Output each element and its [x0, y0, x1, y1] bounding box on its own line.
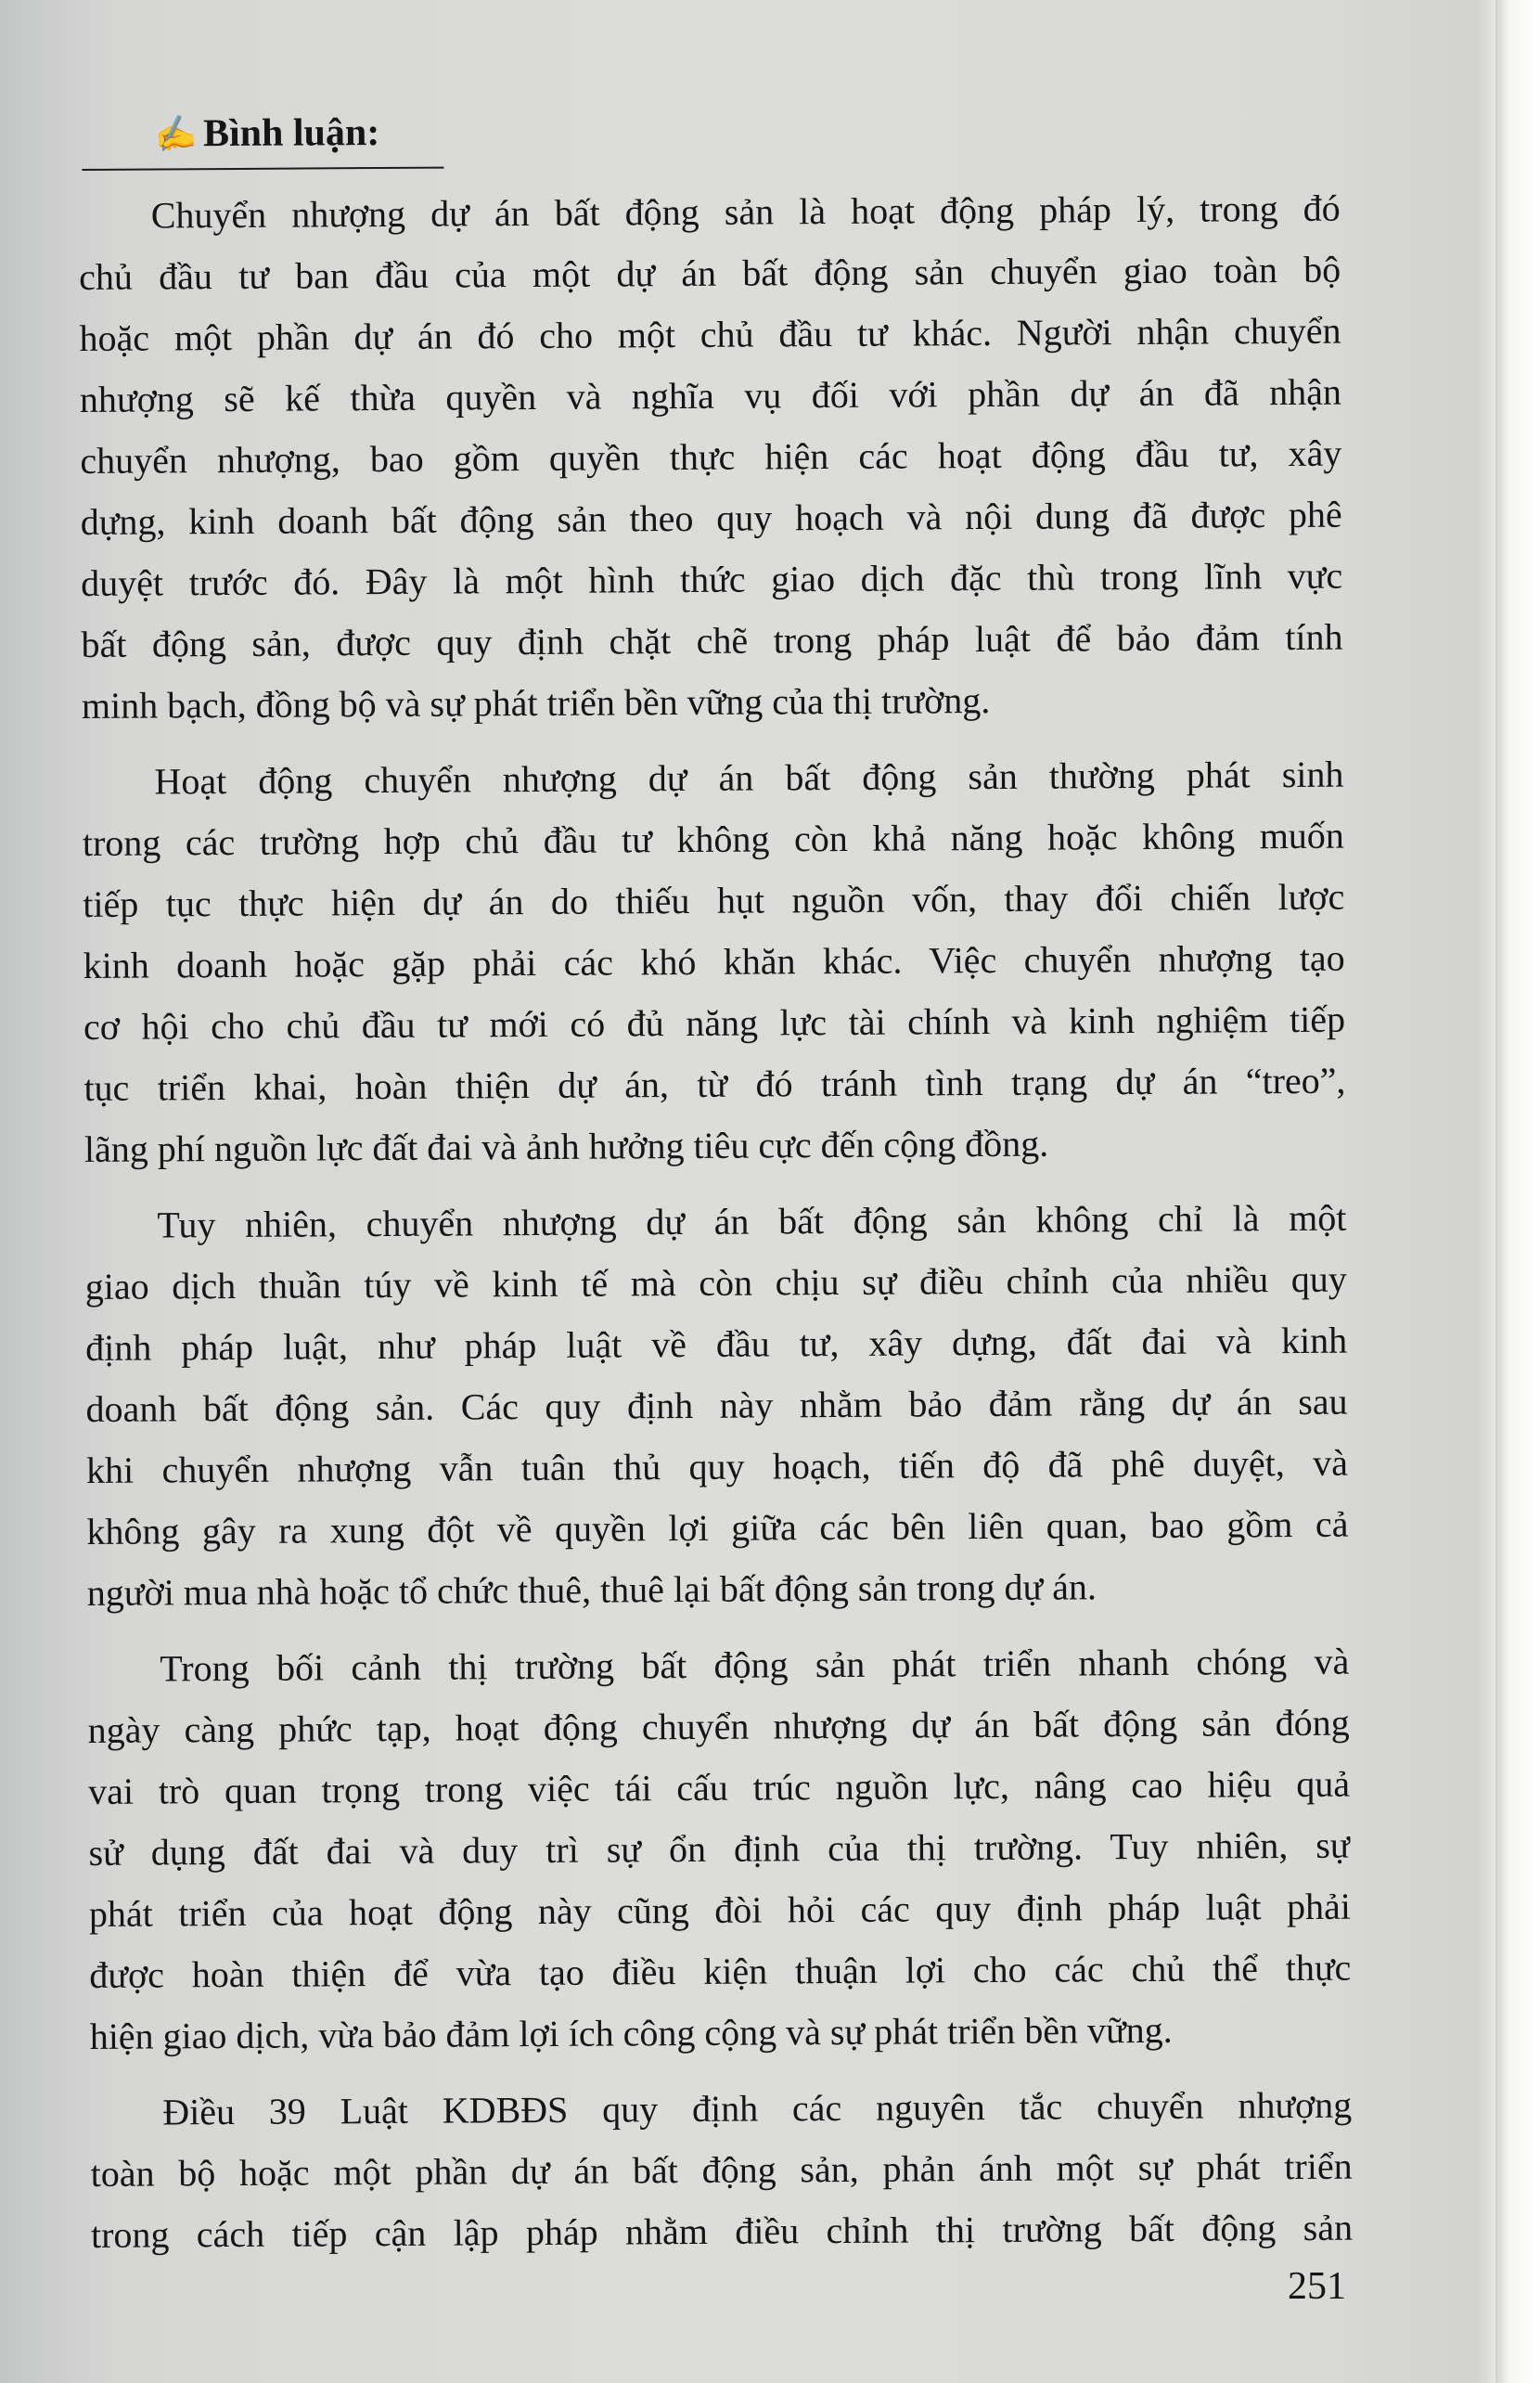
section-heading-title: Bình luận: [202, 111, 380, 156]
paragraph [79, 178, 1344, 737]
text-line: tục triển khai, hoàn thiện dự án, từ đó tránh tình trạng dự án “treo”, [83, 1059, 1346, 1109]
text-line: minh bạch, đồng bộ và sự phát triển bền vững của thị trường. [81, 679, 991, 727]
text-line: phát triển của hoạt động này cũng đòi hỏi các quy định pháp luật phải [88, 1885, 1352, 1935]
text-line: bất động sản, được quy định chặt chẽ trong pháp luật để bảo đảm tính [81, 615, 1343, 665]
text-line: khi chuyển nhượng vẫn tuân thủ quy hoạch, tiến độ đã phê duyệt, và [85, 1441, 1349, 1491]
text-line: định pháp luật, như pháp luật về đầu tư, xây dựng, đất đai và kinh [85, 1319, 1348, 1369]
text-line: Hoạt động chuyển nhượng dự án bất động sản thường phát sinh [154, 753, 1344, 803]
text-line: hoặc một phần dự án đó cho một chủ đầu tư khác. Người nhận chuyển [79, 309, 1341, 359]
text-line: duyệt trước đó. Đây là một hình thức giao dịch đặc thù trong lĩnh vực [81, 554, 1343, 604]
text-line: dựng, kinh doanh bất động sản theo quy hoạch và nội dung đã được phê [80, 493, 1342, 543]
page-stack-edge [1495, 0, 1540, 2383]
text-line: Điều 39 Luật KDBĐS quy định các nguyên tắc chuyển nhượng [162, 2083, 1353, 2133]
text-line: chuyển nhượng, bao gồm quyền thực hiện các hoạt động đầu tư, xây [80, 432, 1342, 482]
body-text [79, 178, 1354, 2266]
text-line: Tuy nhiên, chuyển nhượng dự án bất động sản không chỉ là một [157, 1196, 1347, 1246]
text-line: Chuyển nhượng dự án bất động sản là hoạt động pháp lý, trong đó [150, 187, 1341, 237]
text-line: tiếp tục thực hiện dự án do thiếu hụt nguồn vốn, thay đổi chiến lược [83, 875, 1345, 925]
text-line: giao dịch thuần túy về kinh tế mà còn chịu sự điều chỉnh của nhiều quy [84, 1257, 1347, 1307]
text-line: chủ đầu tư ban đầu của một dự án bất động sản chuyển giao toàn bộ [79, 248, 1341, 298]
text-line: kinh doanh hoặc gặp phải các khó khăn khác. Việc chuyển nhượng tạo [83, 936, 1345, 986]
section-heading [150, 95, 1340, 167]
paragraph [82, 744, 1346, 1180]
text-line: Trong bối cảnh thị trường bất động sản phát triển nhanh chóng và [160, 1640, 1350, 1690]
text-line: người mua nhà hoặc tổ chức thuê, thuê lại bất động sản trong dự án. [86, 1565, 1097, 1614]
pen-icon: ✍ [150, 111, 199, 157]
text-line: trong cách tiếp cận lập pháp nhằm điều chỉnh thị trường bất động sản [90, 2206, 1354, 2256]
paragraph [84, 1188, 1349, 1624]
text-line: lãng phí nguồn lực đất đai và ảnh hưởng tiêu cực đến cộng đồng. [83, 1122, 1049, 1170]
page-content [78, 95, 1353, 2266]
text-line: hiện giao dịch, vừa bảo đảm lợi ích công cộng và sự phát triển bền vững. [89, 2008, 1173, 2057]
text-line: không gây ra xung đột về quyền lợi giữa các bên liên quan, bao gồm cả [86, 1502, 1349, 1552]
page-number: 251 [1288, 2265, 1346, 2308]
text-line: cơ hội cho chủ đầu tư mới có đủ năng lực tài chính và kinh nghiệm tiếp [83, 998, 1346, 1048]
text-line: vai trò quan trọng trong việc tái cấu trúc nguồn lực, nâng cao hiệu quả [87, 1762, 1351, 1812]
text-line: sử dụng đất đai và duy trì sự ổn định của thị trường. Tuy nhiên, sự [88, 1823, 1351, 1874]
text-line: được hoàn thiện để vừa tạo điều kiện thuận lợi cho các chủ thể thực [89, 1946, 1352, 1996]
text-line: ngày càng phức tạp, hoạt động chuyển nhượng dự án bất động sản đóng [87, 1701, 1350, 1751]
text-line: trong các trường hợp chủ đầu tư không còn khả năng hoặc không muốn [82, 814, 1344, 864]
heading-underline [82, 167, 443, 171]
text-line: nhượng sẽ kế thừa quyền và nghĩa vụ đối với phần dự án đã nhận [79, 370, 1342, 420]
paragraph [87, 1631, 1352, 2067]
text-line: doanh bất động sản. Các quy định này nhằm bảo đảm rằng dự án sau [85, 1380, 1348, 1430]
paragraph [90, 2075, 1353, 2266]
text-line: toàn bộ hoặc một phần dự án bất động sản, phản ánh một sự phát triển [90, 2145, 1353, 2195]
